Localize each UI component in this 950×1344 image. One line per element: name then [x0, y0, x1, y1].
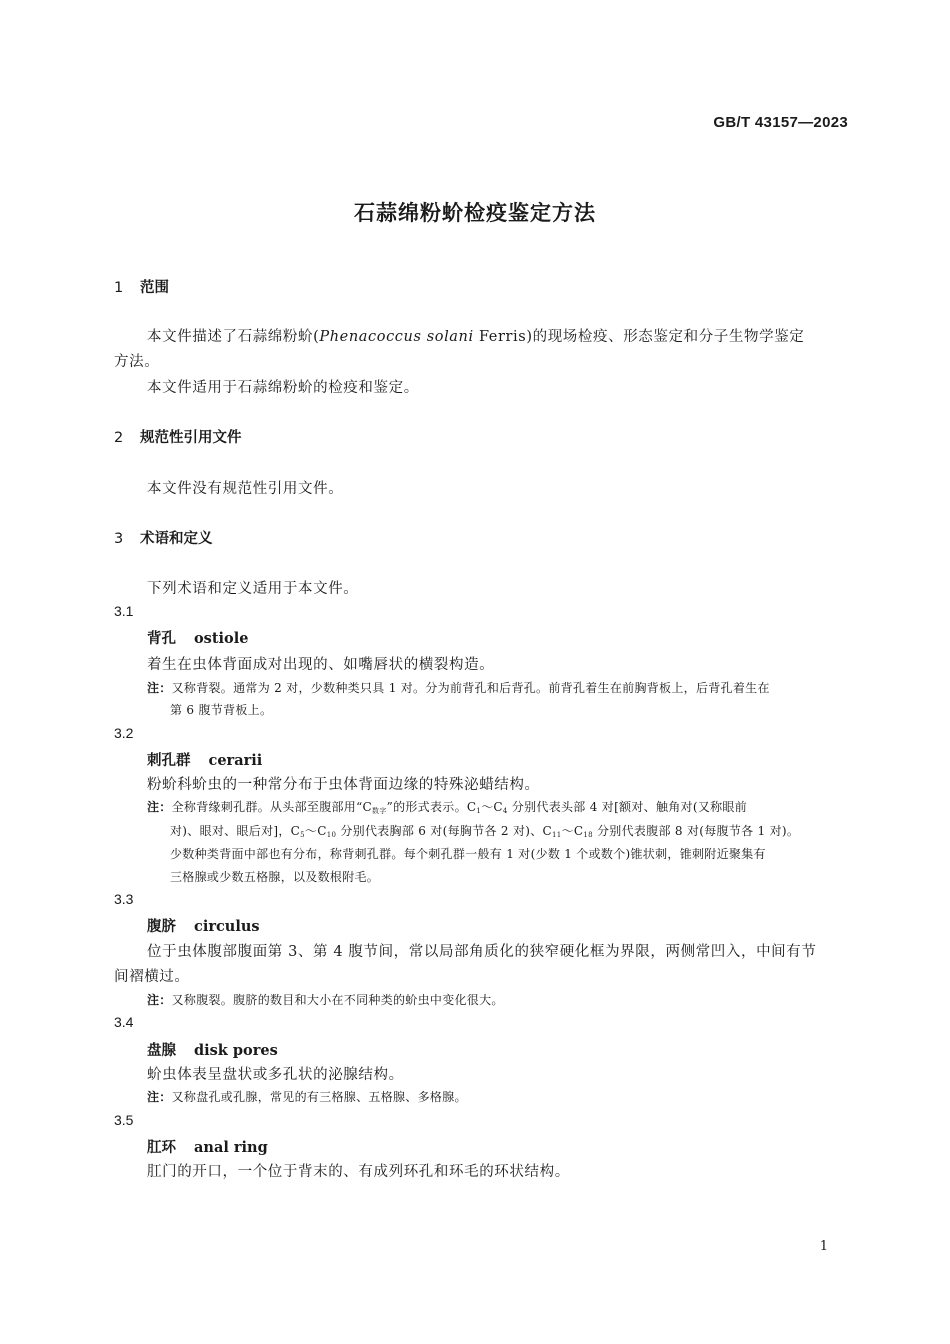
note-text: 对)、眼对、眼后对]，C	[170, 824, 301, 838]
note-text: 分别代表腹部 8 对(每腹节各 1 对)。	[592, 824, 800, 838]
section-number: 1	[114, 280, 124, 296]
latin-name: Phenacoccus solani	[319, 329, 474, 345]
paragraph: 本文件适用于石蒜绵粉蚧的检疫和鉴定。	[147, 380, 419, 396]
note-text: ～C	[481, 800, 503, 814]
page-number: 1	[819, 1239, 828, 1254]
note-text: ～C	[304, 824, 327, 838]
note-label: 注：	[147, 681, 172, 695]
term-definition: 着生在虫体背面成对出现的、如嘴唇状的横裂构造。	[147, 657, 495, 673]
note-text: 又称腹裂。腹脐的数目和大小在不同种类的蚧虫中变化很大。	[171, 993, 504, 1007]
clause-number: 3.2	[114, 725, 134, 741]
section-title: 规范性引用文件	[140, 430, 242, 446]
section-1-heading	[114, 276, 169, 297]
term-definition: 蚧虫体表呈盘状或多孔状的泌腺结构。	[147, 1067, 404, 1083]
note-continuation: 少数种类背面中部也有分布，称背刺孔群。每个刺孔群一般有 1 对(少数 1 个或数个)锥状刺，锥刺附近聚集有	[170, 847, 766, 861]
subscript: 4	[502, 807, 508, 815]
note-text: 又称背裂。通常为 2 对，少数种类只具 1 对。分为前背孔和后背孔。前背孔着生在前胸背板上，后背孔着生在	[171, 681, 770, 695]
term-en: cerarii	[208, 752, 263, 769]
section-3-heading	[114, 527, 213, 548]
subscript: 18	[583, 831, 593, 839]
term-definition: 位于虫体腹部腹面第 3、第 4 腹节间，常以局部角质化的狭窄硬化框为界限，两侧常凹入，中间有节	[147, 944, 817, 960]
subscript: 11	[552, 831, 562, 839]
section-number: 3	[114, 531, 124, 547]
section-number: 2	[114, 430, 124, 446]
standard-code: GB/T 43157—2023	[713, 114, 848, 131]
term-en: ostiole	[194, 630, 249, 647]
term-heading	[147, 915, 260, 936]
note-text: 分别代表胸部 6 对(每胸节各 2 对)、C	[336, 824, 553, 838]
paragraph: 本文件没有规范性引用文件。	[147, 481, 344, 497]
term-cn: 肛环	[147, 1140, 176, 1156]
term-definition: 粉蚧科蚧虫的一种常分布于虫体背面边缘的特殊泌蜡结构。	[147, 777, 540, 793]
subscript: 5	[300, 831, 305, 839]
subscript: 10	[326, 831, 337, 839]
note	[147, 1088, 467, 1105]
note	[147, 679, 770, 696]
note-continuation	[170, 822, 799, 839]
paragraph: 下列术语和定义适用于本文件。	[147, 581, 359, 597]
note	[147, 991, 504, 1008]
subscript: 数字	[372, 807, 387, 815]
section-2-heading	[114, 426, 242, 447]
clause-number: 3.1	[114, 603, 134, 619]
term-en: circulus	[194, 918, 260, 935]
text-run: Ferris)的现场检疫、形态鉴定和分子生物学鉴定	[473, 329, 805, 345]
term-cn: 背孔	[147, 631, 176, 647]
note-text: 分别代表头部 4 对[额对、触角对(又称眼前	[507, 800, 748, 814]
document-title: 石蒜绵粉蚧检疫鉴定方法	[354, 201, 596, 225]
note-label: 注：	[147, 800, 172, 814]
term-cn: 盘腺	[147, 1043, 176, 1059]
paragraph-continuation: 方法。	[114, 354, 160, 370]
term-en: anal ring	[194, 1139, 268, 1156]
term-cn: 腹脐	[147, 919, 176, 935]
note-label: 注：	[147, 993, 172, 1007]
term-definition-continuation: 间褶横过。	[114, 969, 190, 985]
clause-number: 3.5	[114, 1112, 134, 1128]
note-text: ～C	[561, 824, 584, 838]
term-heading	[147, 1039, 278, 1060]
paragraph	[147, 325, 804, 346]
section-title: 范围	[140, 280, 169, 296]
note-text: ”的形式表示。C	[386, 800, 477, 814]
clause-number: 3.3	[114, 891, 134, 907]
note-label: 注：	[147, 1090, 172, 1104]
note-continuation: 第 6 腹节背板上。	[170, 703, 273, 717]
term-cn: 刺孔群	[147, 753, 191, 769]
text-run: 本文件描述了石蒜绵粉蚧(	[147, 329, 320, 345]
section-title: 术语和定义	[140, 531, 213, 547]
term-heading	[147, 1136, 268, 1157]
note	[147, 798, 747, 816]
subscript: 1	[476, 807, 482, 815]
note-continuation: 三格腺或少数五格腺，以及数根附毛。	[170, 870, 380, 884]
clause-number: 3.4	[114, 1014, 134, 1030]
term-definition: 肛门的开口，一个位于背末的、有成列环孔和环毛的环状结构。	[147, 1164, 570, 1180]
term-heading	[147, 627, 248, 648]
term-heading	[147, 749, 262, 770]
term-en: disk pores	[194, 1042, 278, 1059]
note-text: 又称盘孔或孔腺，常见的有三格腺、五格腺、多格腺。	[171, 1090, 467, 1104]
note-text: 全称背缘刺孔群。从头部至腹部用“C	[171, 800, 373, 814]
